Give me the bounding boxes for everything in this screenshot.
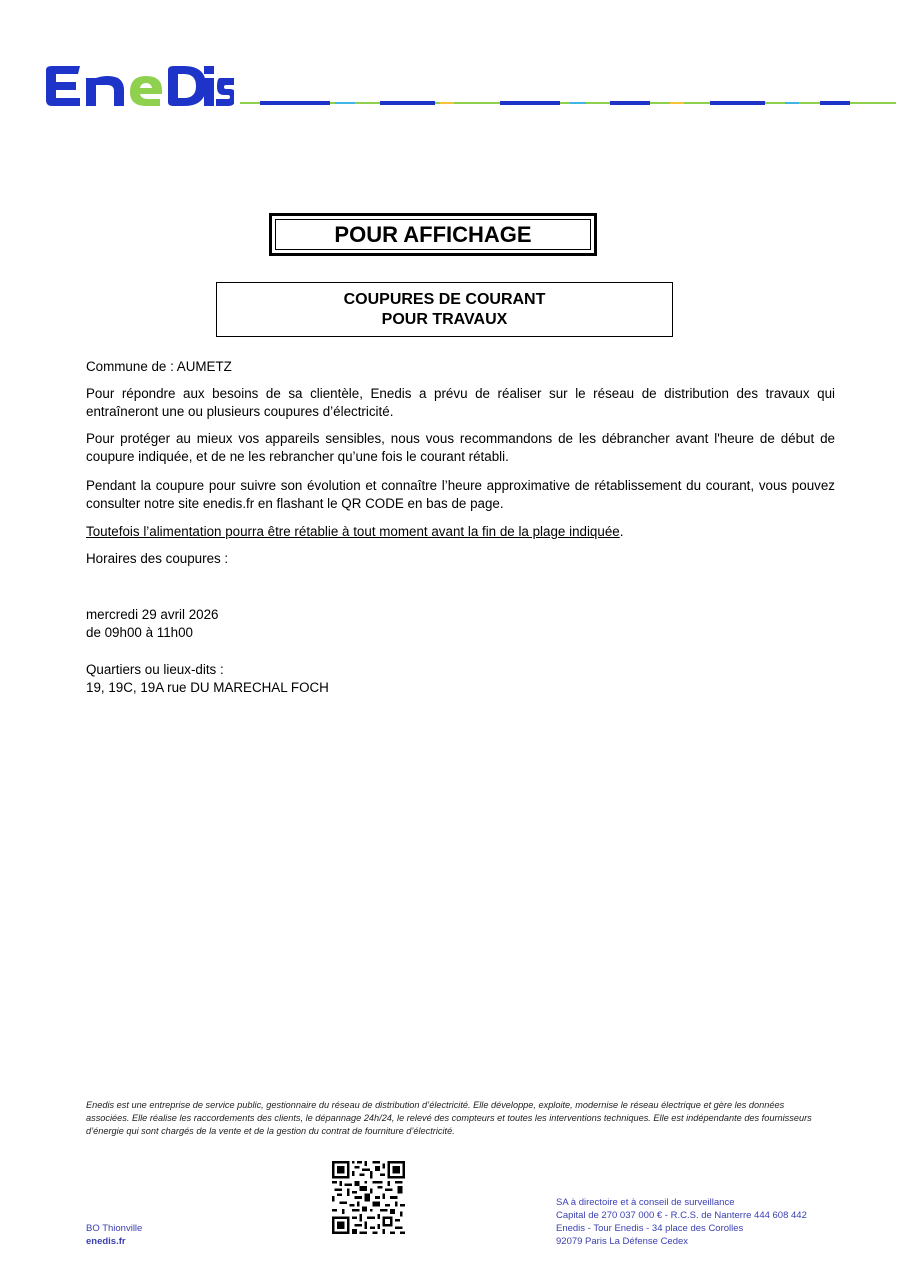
footer-office: BO Thionville bbox=[86, 1223, 143, 1234]
paragraph-3: Pendant la coupure pour suivre son évolution et connaître l’heure approximative de rétablissement du courant, vous pouvez consulter notre site enedis.fr en flashant le QR CODE en bas de page. bbox=[86, 478, 835, 511]
footer-website-link[interactable]: enedis.fr bbox=[86, 1236, 126, 1247]
quartiers-label: Quartiers ou lieux-dits : bbox=[86, 662, 224, 677]
paragraph-1: Pour répondre aux besoins de sa clientèle, Enedis a prévu de réaliser sur le réseau de distribution des travaux qui entraîneront une ou plusieurs coupures d’électricité. bbox=[86, 386, 835, 419]
footer-company-type: SA à directoire et à conseil de surveillance bbox=[556, 1197, 735, 1208]
notice-title-line1: COUPURES DE COURANT bbox=[343, 290, 546, 308]
footer-capital: Capital de 270 037 000 € - R.C.S. de Nanterre 444 608 442 bbox=[556, 1210, 807, 1221]
legal-notice: Enedis est une entreprise de service public, gestionnaire du réseau de distribution d’électricité. Elle développe, exploite, modernise le réseau électrique et gère les données associées. Elle réalise les raccordements des clients, le dépannage 24h/24, le relevé des compteurs et toutes les interventions techniques. Elle est indépendante des fournisseurs d’énergie qui sont chargés de la vente et de la gestion du contrat de fourniture d’électricité. bbox=[86, 1100, 812, 1136]
notice-title-line2: POUR TRAVAUX bbox=[381, 310, 508, 328]
outage-date: mercredi 29 avril 2026 bbox=[86, 607, 219, 622]
footer-address-line2: 92079 Paris La Défense Cedex bbox=[556, 1236, 689, 1247]
notice-title-box bbox=[216, 282, 673, 337]
affichage-label: POUR AFFICHAGE bbox=[275, 219, 591, 250]
outage-time: de 09h00 à 11h00 bbox=[86, 625, 193, 640]
footer-address-line1: Enedis - Tour Enedis - 34 place des Corolles bbox=[556, 1223, 744, 1234]
quartiers-value: 19, 19C, 19A rue DU MARECHAL FOCH bbox=[86, 680, 329, 695]
paragraph-4-period: . bbox=[619, 524, 624, 539]
header-divider bbox=[240, 101, 896, 105]
paragraph-4-underlined: Toutefois l’alimentation pourra être rétablie à tout moment avant la fin de la plage indiquée bbox=[86, 524, 620, 539]
footer-right bbox=[556, 1196, 807, 1248]
paragraph-2: Pour protéger au mieux vos appareils sensibles, nous vous recommandons de les débrancher avant l'heure de début de coupure indiquée, et de ne les rebrancher qu’une fois le courant rétabli. bbox=[86, 431, 835, 464]
horaires-label: Horaires des coupures : bbox=[86, 551, 229, 566]
qr-code[interactable] bbox=[332, 1161, 405, 1234]
footer-left bbox=[86, 1222, 142, 1248]
paragraph-4 bbox=[86, 523, 835, 541]
affichage-box bbox=[269, 213, 597, 256]
enedis-logo bbox=[44, 66, 234, 113]
commune-line: Commune de : AUMETZ bbox=[86, 359, 232, 374]
